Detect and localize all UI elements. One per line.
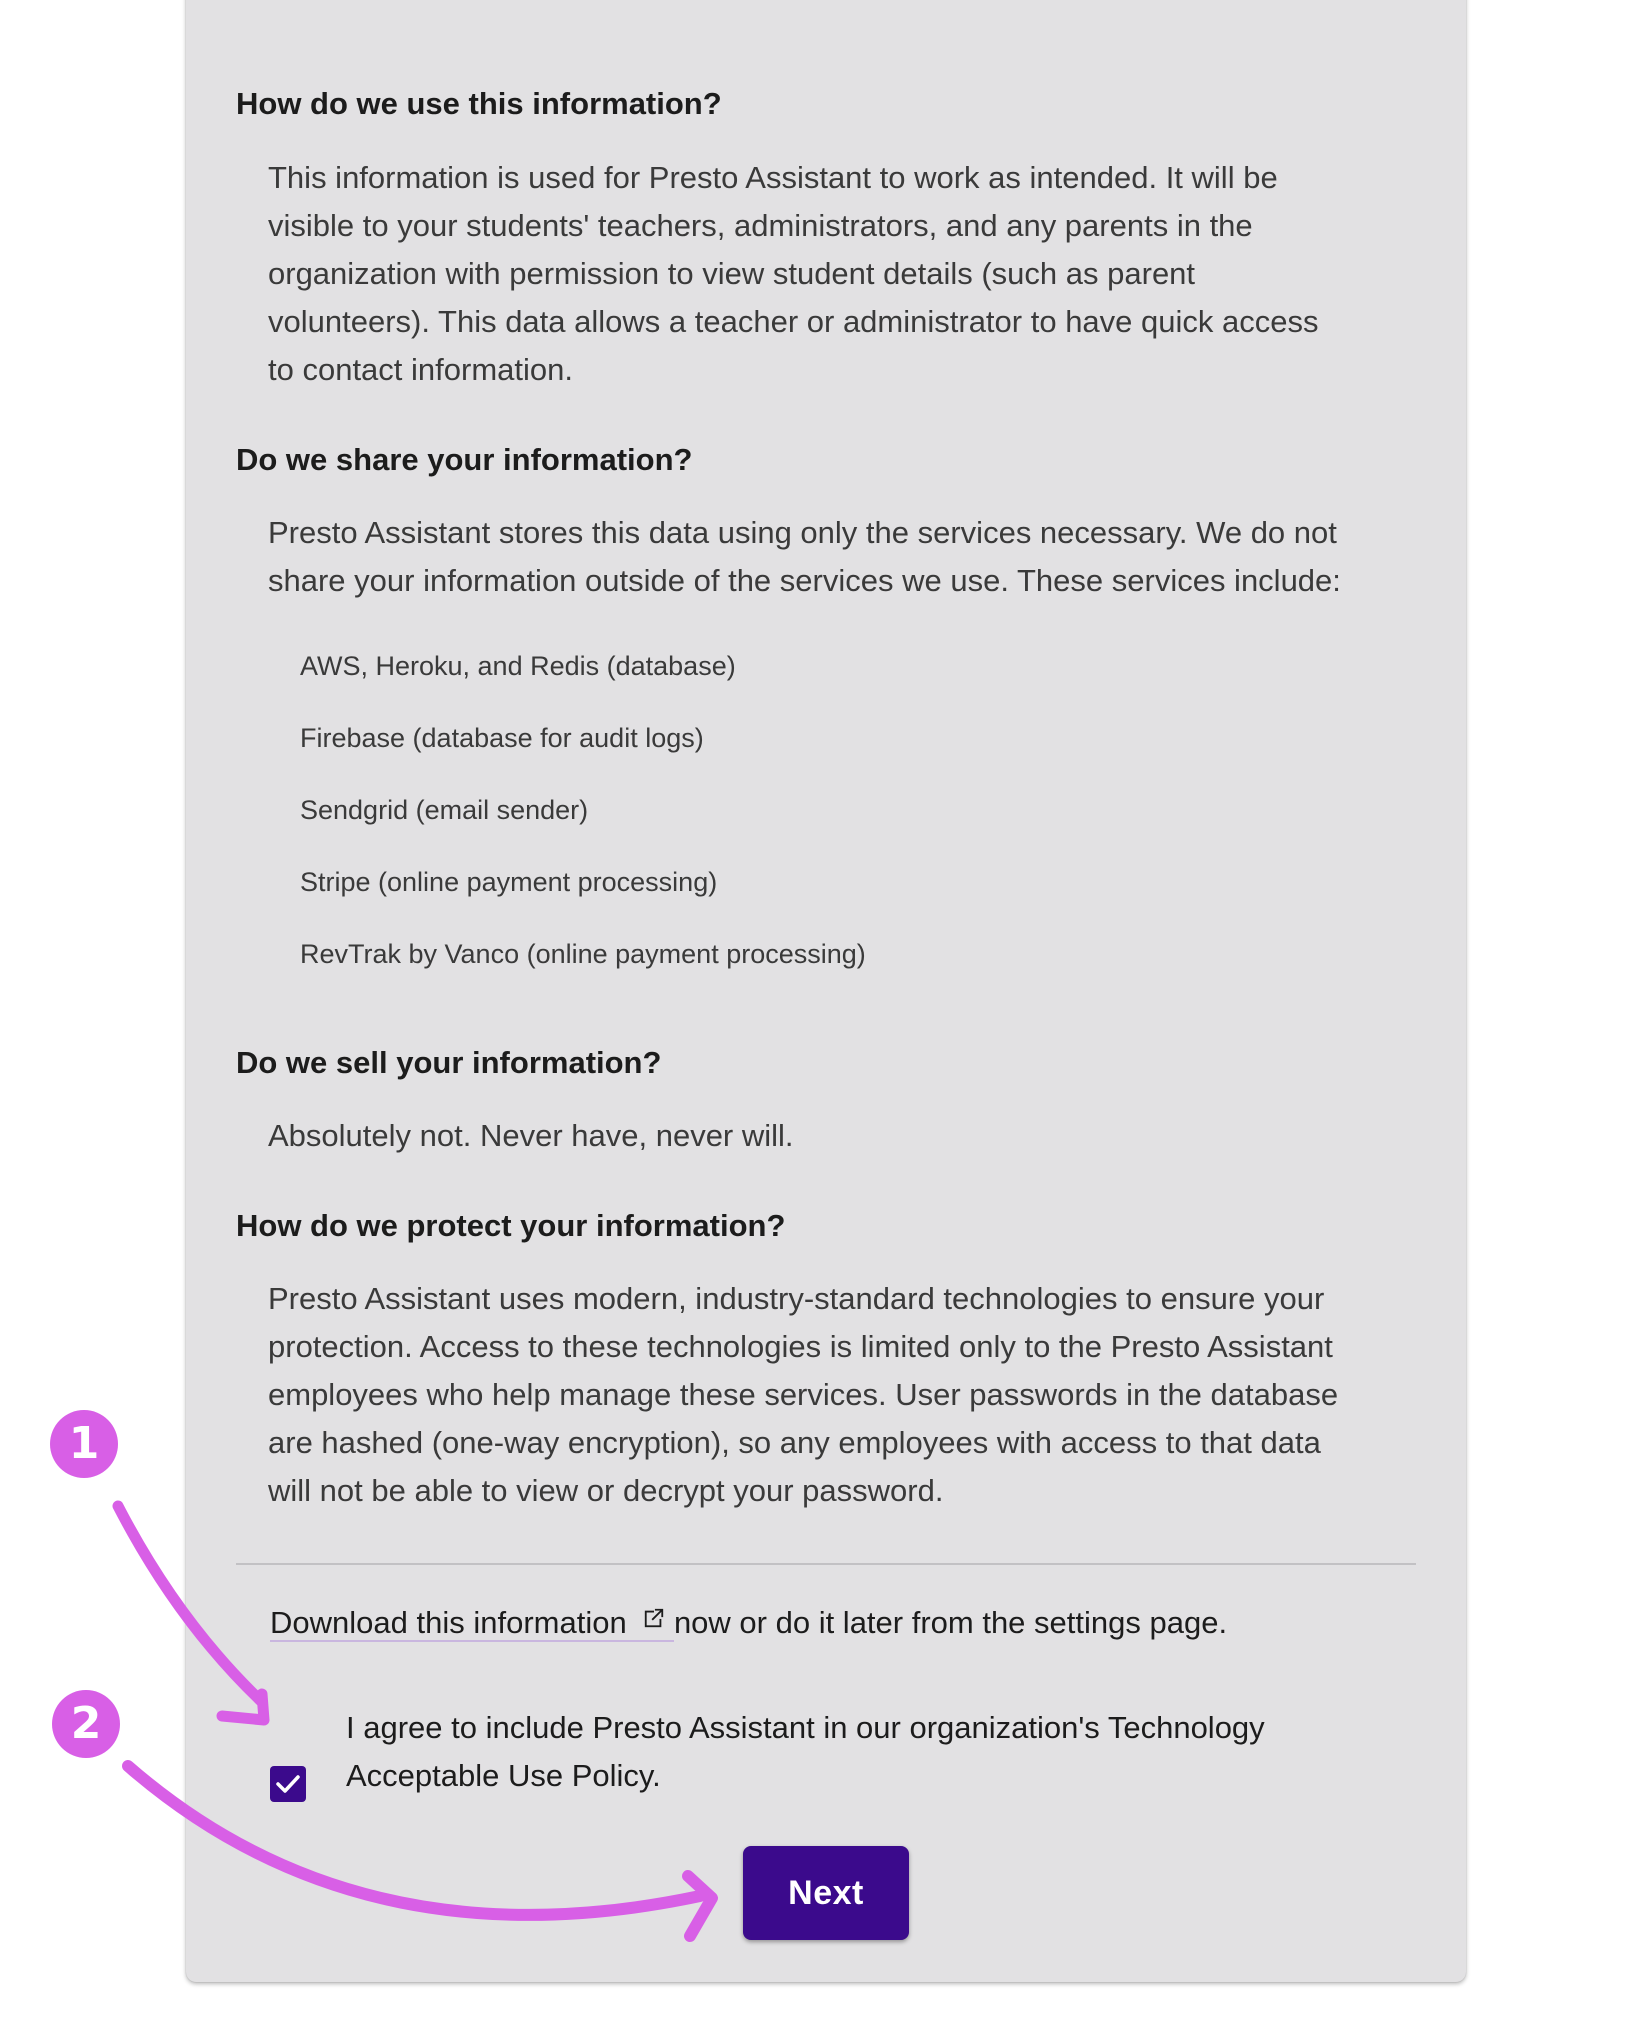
next-button[interactable]: Next <box>743 1846 909 1940</box>
heading-do-we-share: Do we share your information? <box>236 442 693 477</box>
paragraph-do-we-share <box>268 509 1408 605</box>
download-link-label: Download this information <box>270 1605 627 1640</box>
paragraph-line: are hashed (one-way encryption), so any employees with access to that data <box>268 1425 1321 1460</box>
paragraph-line: visible to your students' teachers, administrators, and any parents in the <box>268 208 1253 243</box>
agree-label-line: Acceptable Use Policy. <box>346 1758 661 1793</box>
paragraph-line: This information is used for Presto Assistant to work as intended. It will be <box>268 160 1278 195</box>
agree-label-line: I agree to include Presto Assistant in our organization's Technology <box>346 1710 1265 1745</box>
paragraph-how-we-use <box>268 154 1408 394</box>
paragraph-line: employees who help manage these services. User passwords in the database <box>268 1377 1339 1412</box>
service-list-item: Stripe (online payment processing) <box>300 867 718 897</box>
paragraph-line: volunteers). This data allows a teacher or administrator to have quick access <box>268 304 1319 339</box>
paragraph-line: to contact information. <box>268 352 573 387</box>
agree-checkbox[interactable] <box>270 1766 306 1802</box>
annotation-badge-2: 2 <box>52 1690 120 1758</box>
privacy-info-card <box>186 0 1466 1982</box>
paragraph-line: Presto Assistant uses modern, industry-standard technologies to ensure your <box>268 1281 1325 1316</box>
service-list-item: Sendgrid (email sender) <box>300 795 589 825</box>
annotation-badge-1: 1 <box>50 1410 118 1478</box>
service-list-item: AWS, Heroku, and Redis (database) <box>300 651 736 681</box>
heading-do-we-sell: Do we sell your information? <box>236 1045 662 1080</box>
paragraph-line: organization with permission to view student details (such as parent <box>268 256 1196 291</box>
checkmark-icon <box>270 1766 306 1802</box>
download-information-line <box>270 1601 1227 1645</box>
heading-how-we-protect: How do we protect your information? <box>236 1208 786 1243</box>
heading-how-we-use: How do we use this information? <box>236 86 722 121</box>
paragraph-line: share your information outside of the services we use. These services include: <box>268 563 1341 598</box>
paragraph-line: Presto Assistant stores this data using only the services necessary. We do not <box>268 515 1337 550</box>
paragraph-do-we-sell <box>268 1112 1408 1160</box>
paragraph-line: protection. Access to these technologies is limited only to the Presto Assistant <box>268 1329 1333 1364</box>
section-divider <box>236 1563 1416 1565</box>
paragraph-how-we-protect <box>268 1275 1408 1515</box>
service-list-item: RevTrak by Vanco (online payment processing) <box>300 939 866 969</box>
download-suffix-text: now or do it later from the settings page. <box>673 1605 1228 1640</box>
external-link-icon <box>643 1607 665 1629</box>
paragraph-line: will not be able to view or decrypt your password. <box>268 1473 944 1508</box>
download-information-link[interactable] <box>270 1605 674 1642</box>
paragraph-line: Absolutely not. Never have, never will. <box>268 1118 794 1153</box>
agree-label <box>346 1704 1386 1800</box>
service-list-item: Firebase (database for audit logs) <box>300 723 704 753</box>
